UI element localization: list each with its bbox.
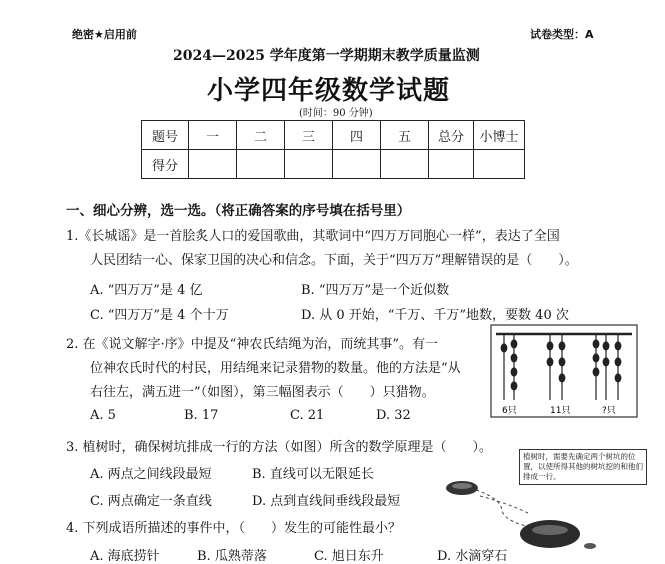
q4-option-a: A. 海底捞针: [90, 549, 160, 564]
q3-option-c: C. 两点确定一条直线: [90, 494, 212, 509]
rope-label-3: ?只: [602, 406, 616, 416]
q3-line-1: 3. 植树时，确保树坑排成一行的方法（如图）所含的数学原理是（ ）。: [66, 440, 493, 455]
q2-option-d: D. 32: [376, 408, 411, 423]
score-cell-col-1: 一: [189, 121, 237, 150]
q1-line-2: 人民团结一心、保家卫国的决心和信念。下面，关于“四万万”理解错误的是（ ）。: [90, 253, 578, 268]
q1-line-1: 1.《长城谣》是一首脍炙人口的爱国歌曲，其歌词中“四万万同胞心一样”，表达了全国: [66, 229, 560, 244]
q4-option-b: B. 瓜熟蒂落: [197, 549, 267, 564]
score-entry: [381, 150, 429, 179]
score-cell-bonus: 小博士: [474, 121, 525, 150]
score-cell-col-2: 二: [237, 121, 285, 150]
score-cell-col-5: 五: [381, 121, 429, 150]
q3-option-b: B. 直线可以无限延长: [252, 467, 374, 482]
q3-option-a: A. 两点之间线段最短: [90, 467, 212, 482]
rope-label-1: 6只: [502, 406, 517, 416]
q2-option-b: B. 17: [184, 408, 219, 423]
score-entry: [333, 150, 381, 179]
paper-type-label: 试卷类型：A: [530, 28, 594, 41]
page-title: 小学四年级数学试题: [207, 76, 451, 106]
q4-line-1: 4. 下列成语所描述的事件中，（ ）发生的可能性最小？: [66, 521, 402, 536]
score-cell-col-3: 三: [285, 121, 333, 150]
q4-option-d: D. 水滴穿石: [437, 549, 508, 564]
secret-label: 绝密★启用前: [72, 28, 137, 41]
q2-option-c: C. 21: [290, 408, 325, 423]
q4-option-c: C. 旭日东升: [314, 549, 384, 564]
q2-line-3: 右往左，满五进一”（如图），第三幅图表示（ ）只猎物。: [90, 385, 435, 400]
q2-line-1: 2. 在《说文解字·序》中提及“神农氏结绳为治，而统其事”。有一: [66, 337, 438, 352]
q2-line-2: 位神农氏时代的村民，用结绳来记录猎物的数量。他的方法是“从: [90, 361, 461, 376]
score-cell-col-4: 四: [333, 121, 381, 150]
q1-option-b: B. “四万万”是一个近似数: [301, 283, 450, 298]
q1-option-d: D. 从 0 开始，“千万、千万”地数，要数 40 次: [301, 308, 569, 323]
q1-option-a: A. “四万万”是 4 亿: [90, 283, 203, 298]
score-entry: [429, 150, 474, 179]
q3-option-d: D. 点到直线间垂线段最短: [252, 494, 401, 509]
score-table: [141, 120, 525, 179]
q3-figure-note: 植树时，需要先确定两个树坑的位置，以使所得其他的树坑挖的和他们排成一行。: [519, 449, 647, 485]
time-note: (时间：90 分钟): [299, 108, 373, 119]
exam-subtitle: 2024—2025 学年度第一学期期末教学质量监测: [173, 48, 480, 64]
q2-option-a: A. 5: [90, 408, 116, 423]
score-entry: [237, 150, 285, 179]
score-entry: [285, 150, 333, 179]
score-row-label: 得分: [142, 150, 189, 179]
score-entry: [474, 150, 525, 179]
score-table-header-row: [142, 121, 525, 150]
score-cell-total: 总分: [429, 121, 474, 150]
score-cell-label: 题号: [142, 121, 189, 150]
knotted-rope-figure: [490, 324, 638, 418]
section-1-heading: 一、细心分辨，选一选。（将正确答案的序号填在括号里）: [66, 203, 411, 219]
rope-label-2: 11只: [550, 406, 571, 416]
score-entry: [189, 150, 237, 179]
score-table-score-row: [142, 150, 525, 179]
q1-option-c: C. “四万万”是 4 个十万: [90, 308, 229, 323]
